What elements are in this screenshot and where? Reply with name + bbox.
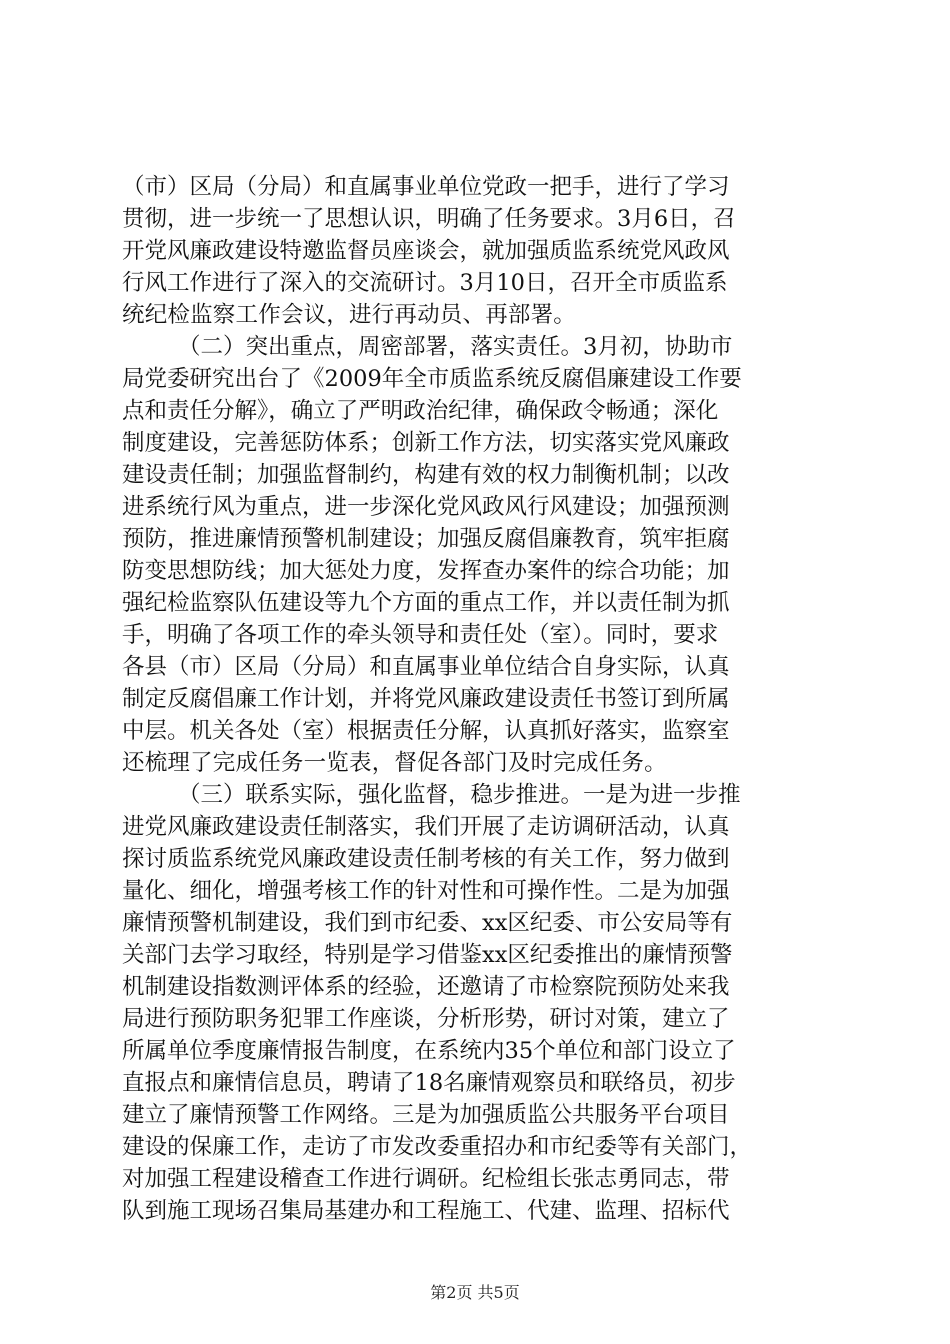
text-line: 直报点和廉情信息员，聘请了18名廉情观察员和联络员，初步 — [122, 1070, 736, 1096]
text-line: 对加强工程建设稽查工作进行调研。纪检组长张志勇同志，带 — [122, 1166, 730, 1192]
text-line: 防变思想防线；加大惩处力度，发挥查办案件的综合功能；加 — [122, 558, 730, 584]
text-line: 各县（市）区局（分局）和直属事业单位结合自身实际，认真 — [122, 654, 730, 680]
text-line: 探讨质监系统党风廉政建设责任制考核的有关工作，努力做到 — [122, 846, 730, 872]
text-line: 量化、细化，增强考核工作的针对性和可操作性。二是为加强 — [122, 878, 730, 904]
text-line: 行风工作进行了深入的交流研讨。3月10日，召开全市质监系 — [122, 270, 728, 296]
text-line: 贯彻，进一步统一了思想认识，明确了任务要求。3月6日，召 — [122, 206, 736, 232]
text-line: （二）突出重点，周密部署，落实责任。3月初，协助市 — [178, 334, 733, 360]
text-line: 开党风廉政建设特邀监督员座谈会，就加强质监系统党风政风 — [122, 238, 730, 264]
text-line: 统纪检监察工作会议，进行再动员、再部署。 — [122, 302, 577, 328]
text-line: 制度建设，完善惩防体系；创新工作方法，切实落实党风廉政 — [122, 430, 730, 456]
text-line: 建设的保廉工作，走访了市发改委重招办和市纪委等有关部门， — [122, 1134, 753, 1160]
text-line: 局进行预防职务犯罪工作座谈，分析形势，研讨对策，建立了 — [122, 1006, 730, 1032]
text-line: 还梳理了完成任务一览表，督促各部门及时完成任务。 — [122, 750, 667, 776]
text-line: 制定反腐倡廉工作计划，并将党风廉政建设责任书签订到所属 — [122, 686, 730, 712]
text-line: （三）联系实际，强化监督，稳步推进。一是为进一步推 — [178, 782, 741, 808]
text-line: 建立了廉情预警工作网络。三是为加强质监公共服务平台项目 — [122, 1102, 730, 1128]
text-line: 建设责任制；加强监督制约，构建有效的权力制衡机制；以改 — [122, 462, 730, 488]
text-line: （市）区局（分局）和直属事业单位党政一把手，进行了学习 — [122, 174, 730, 200]
body-text — [122, 171, 834, 1227]
text-line: 关部门去学习取经，特别是学习借鉴xx区纪委推出的廉情预警 — [122, 942, 733, 968]
text-line: 手，明确了各项工作的牵头领导和责任处（室）。同时，要求 — [122, 622, 719, 648]
text-line: 强纪检监察队伍建设等九个方面的重点工作，并以责任制为抓 — [122, 590, 730, 616]
text-line: 预防，推进廉情预警机制建设；加强反腐倡廉教育，筑牢拒腐 — [122, 526, 730, 552]
text-line: 进党风廉政建设责任制落实，我们开展了走访调研活动，认真 — [122, 814, 730, 840]
page-footer: 第2页 共5页 — [430, 1283, 520, 1302]
text-line: 廉情预警机制建设，我们到市纪委、xx区纪委、市公安局等有 — [122, 910, 733, 936]
text-line: 队到施工现场召集局基建办和工程施工、代建、监理、招标代 — [122, 1198, 730, 1224]
text-line: 机制建设指数测评体系的经验，还邀请了市检察院预防处来我 — [122, 974, 730, 1000]
text-line: 局党委研究出台了《2009年全市质监系统反腐倡廉建设工作要 — [122, 366, 742, 392]
text-line: 中层。机关各处（室）根据责任分解，认真抓好落实，监察室 — [122, 718, 730, 744]
text-line: 进系统行风为重点，进一步深化党风政风行风建设；加强预测 — [122, 494, 730, 520]
text-line: 点和责任分解》，确立了严明政治纪律，确保政令畅通；深化 — [122, 398, 719, 424]
text-line: 所属单位季度廉情报告制度，在系统内35个单位和部门设立了 — [122, 1038, 736, 1064]
